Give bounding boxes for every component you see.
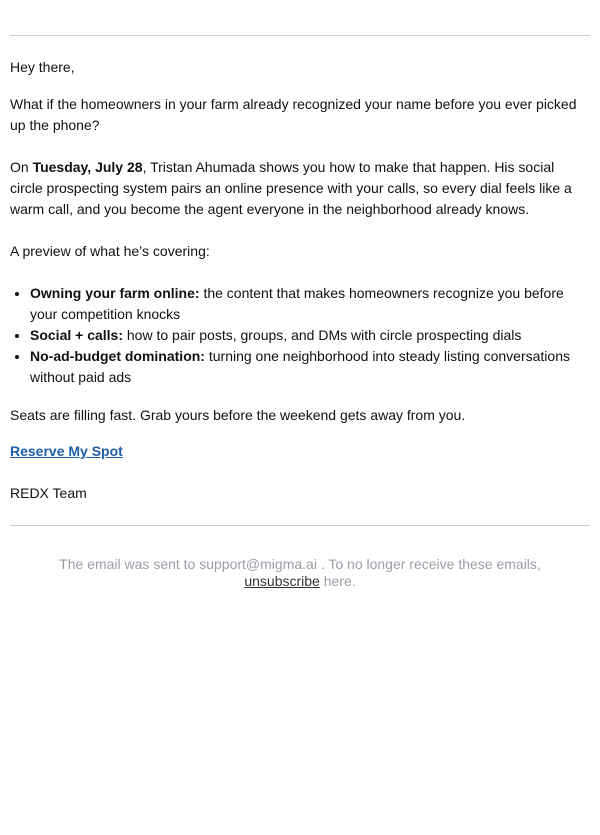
- cta-row: [10, 441, 590, 462]
- preview-heading: A preview of what he’s covering:: [10, 243, 210, 259]
- event-paragraph: [10, 157, 590, 220]
- bottom-divider: [10, 525, 590, 526]
- point-text: turning one neighborhood into steady listing conversations without paid ads: [30, 348, 570, 385]
- point-text: the content that makes homeowners recognize you before your competition knocks: [30, 285, 564, 322]
- signoff: REDX Team: [10, 485, 87, 501]
- reserve-spot-link[interactable]: Reserve My Spot: [10, 443, 123, 459]
- footer-prefix: The email was sent to: [59, 556, 200, 572]
- event-prefix: On: [10, 159, 33, 175]
- email-footer: [10, 556, 590, 590]
- event-description: , Tristan Ahumada shows you how to make that happen. His social circle prospecting system pairs an online presence with your calls, so every dial feels like a warm call, and you become the agent everyone in the neighborhood already knows.: [10, 159, 572, 217]
- footer-recipient-email: support@migma.ai: [199, 556, 317, 572]
- preview-list: [10, 283, 590, 388]
- greeting: Hey there,: [10, 59, 75, 75]
- footer-suffix: here.: [319, 573, 356, 589]
- event-date: Tuesday, July 28: [32, 159, 143, 175]
- unsubscribe-link[interactable]: unsubscribe: [244, 573, 320, 589]
- list-item: [30, 325, 590, 346]
- point-title: Owning your farm online:: [30, 285, 200, 301]
- list-item: [30, 346, 590, 388]
- point-title: Social + calls:: [30, 327, 123, 343]
- footer-middle: . To no longer receive these emails,: [316, 556, 541, 572]
- point-text: how to pair posts, groups, and DMs with circle prospecting dials: [123, 327, 522, 343]
- top-divider: [10, 35, 590, 36]
- point-title: No-ad-budget domination:: [30, 348, 205, 364]
- list-item: [30, 283, 590, 325]
- email-container: [10, 35, 590, 590]
- intro-paragraph: What if the homeowners in your farm already recognized your name before you ever picked up the phone?: [10, 96, 577, 133]
- closing-paragraph: Seats are filling fast. Grab yours before the weekend gets away from you.: [10, 407, 466, 423]
